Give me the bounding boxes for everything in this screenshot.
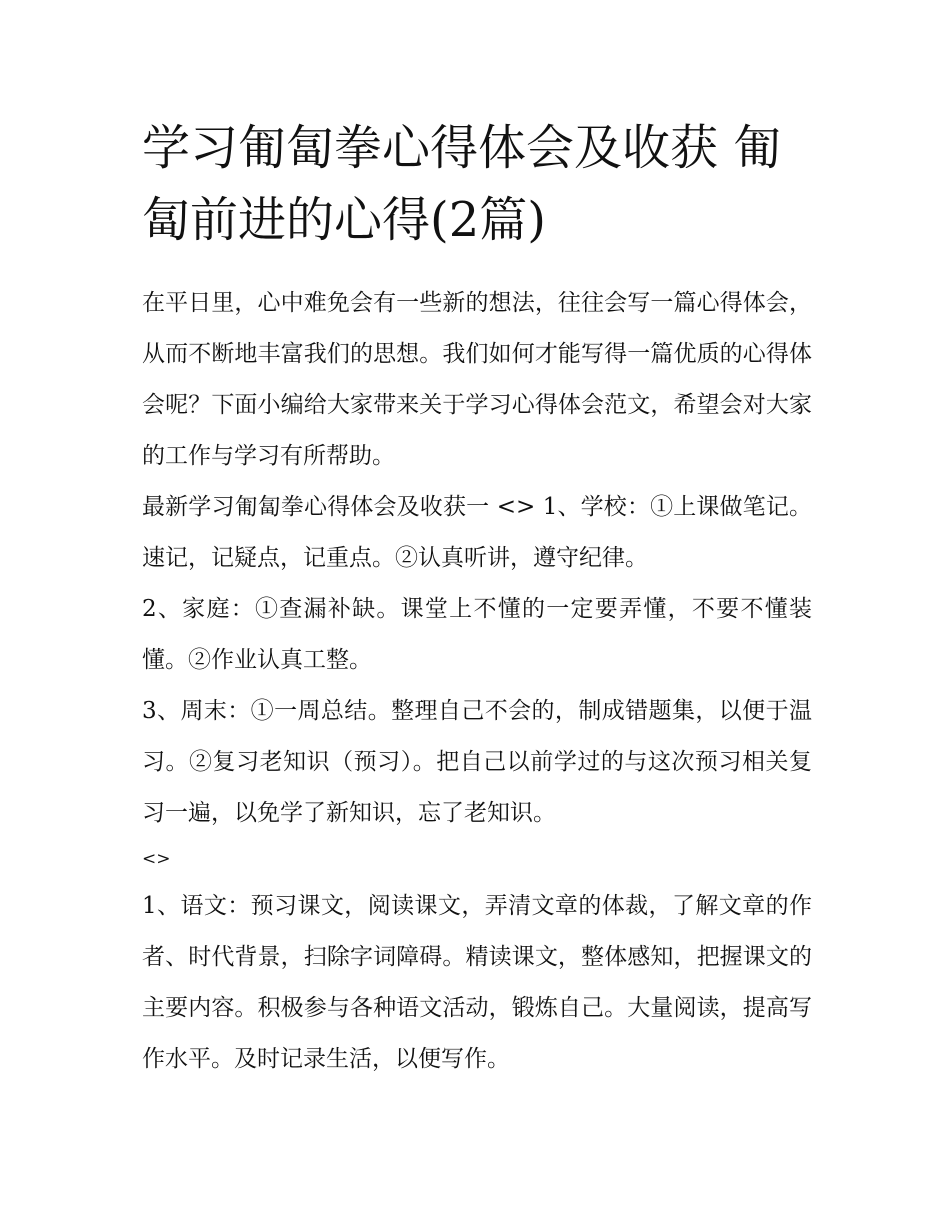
intro-paragraph: 在平日里，心中难免会有一些新的想法，往往会写一篇心得体会，从而不断地丰富我们的思想。我们如何才能写得一篇优质的心得体会呢？下面小编给大家带来关于学习心得体会范文，希望会对大家的工作与学习有所帮助。 <box>142 290 812 469</box>
document-title: 学习匍匐拳心得体会及收获 匍匐前进的心得(2篇) <box>142 120 782 248</box>
separator-marker: <> <box>142 849 171 869</box>
section-one-school-paragraph: 最新学习匍匐拳心得体会及收获一 <> 1、学校：①上课做笔记。速记，记疑点，记重点。②认真听讲，遵守纪律。 <box>142 494 812 571</box>
document-page <box>142 112 812 1085</box>
weekend-paragraph: 3、周末：①一周总结。整理自己不会的，制成错题集，以便于温习。②复习老知识（预习）。把自己以前学过的与这次预习相关复习一遍，以免学了新知识，忘了老知识。 <box>142 698 812 826</box>
chinese-subject-paragraph: 1、语文：预习课文，阅读课文，弄清文章的体裁，了解文章的作者、时代背景，扫除字词障碍。精读课文，整体感知，把握课文的主要内容。积极参与各种语文活动，锻炼自己。大量阅读，提高写作水平。及时记录生活，以便写作。 <box>142 893 812 1072</box>
family-paragraph: 2、家庭：①查漏补缺。课堂上不懂的一定要弄懂，不要不懂装懂。②作业认真工整。 <box>142 596 812 673</box>
